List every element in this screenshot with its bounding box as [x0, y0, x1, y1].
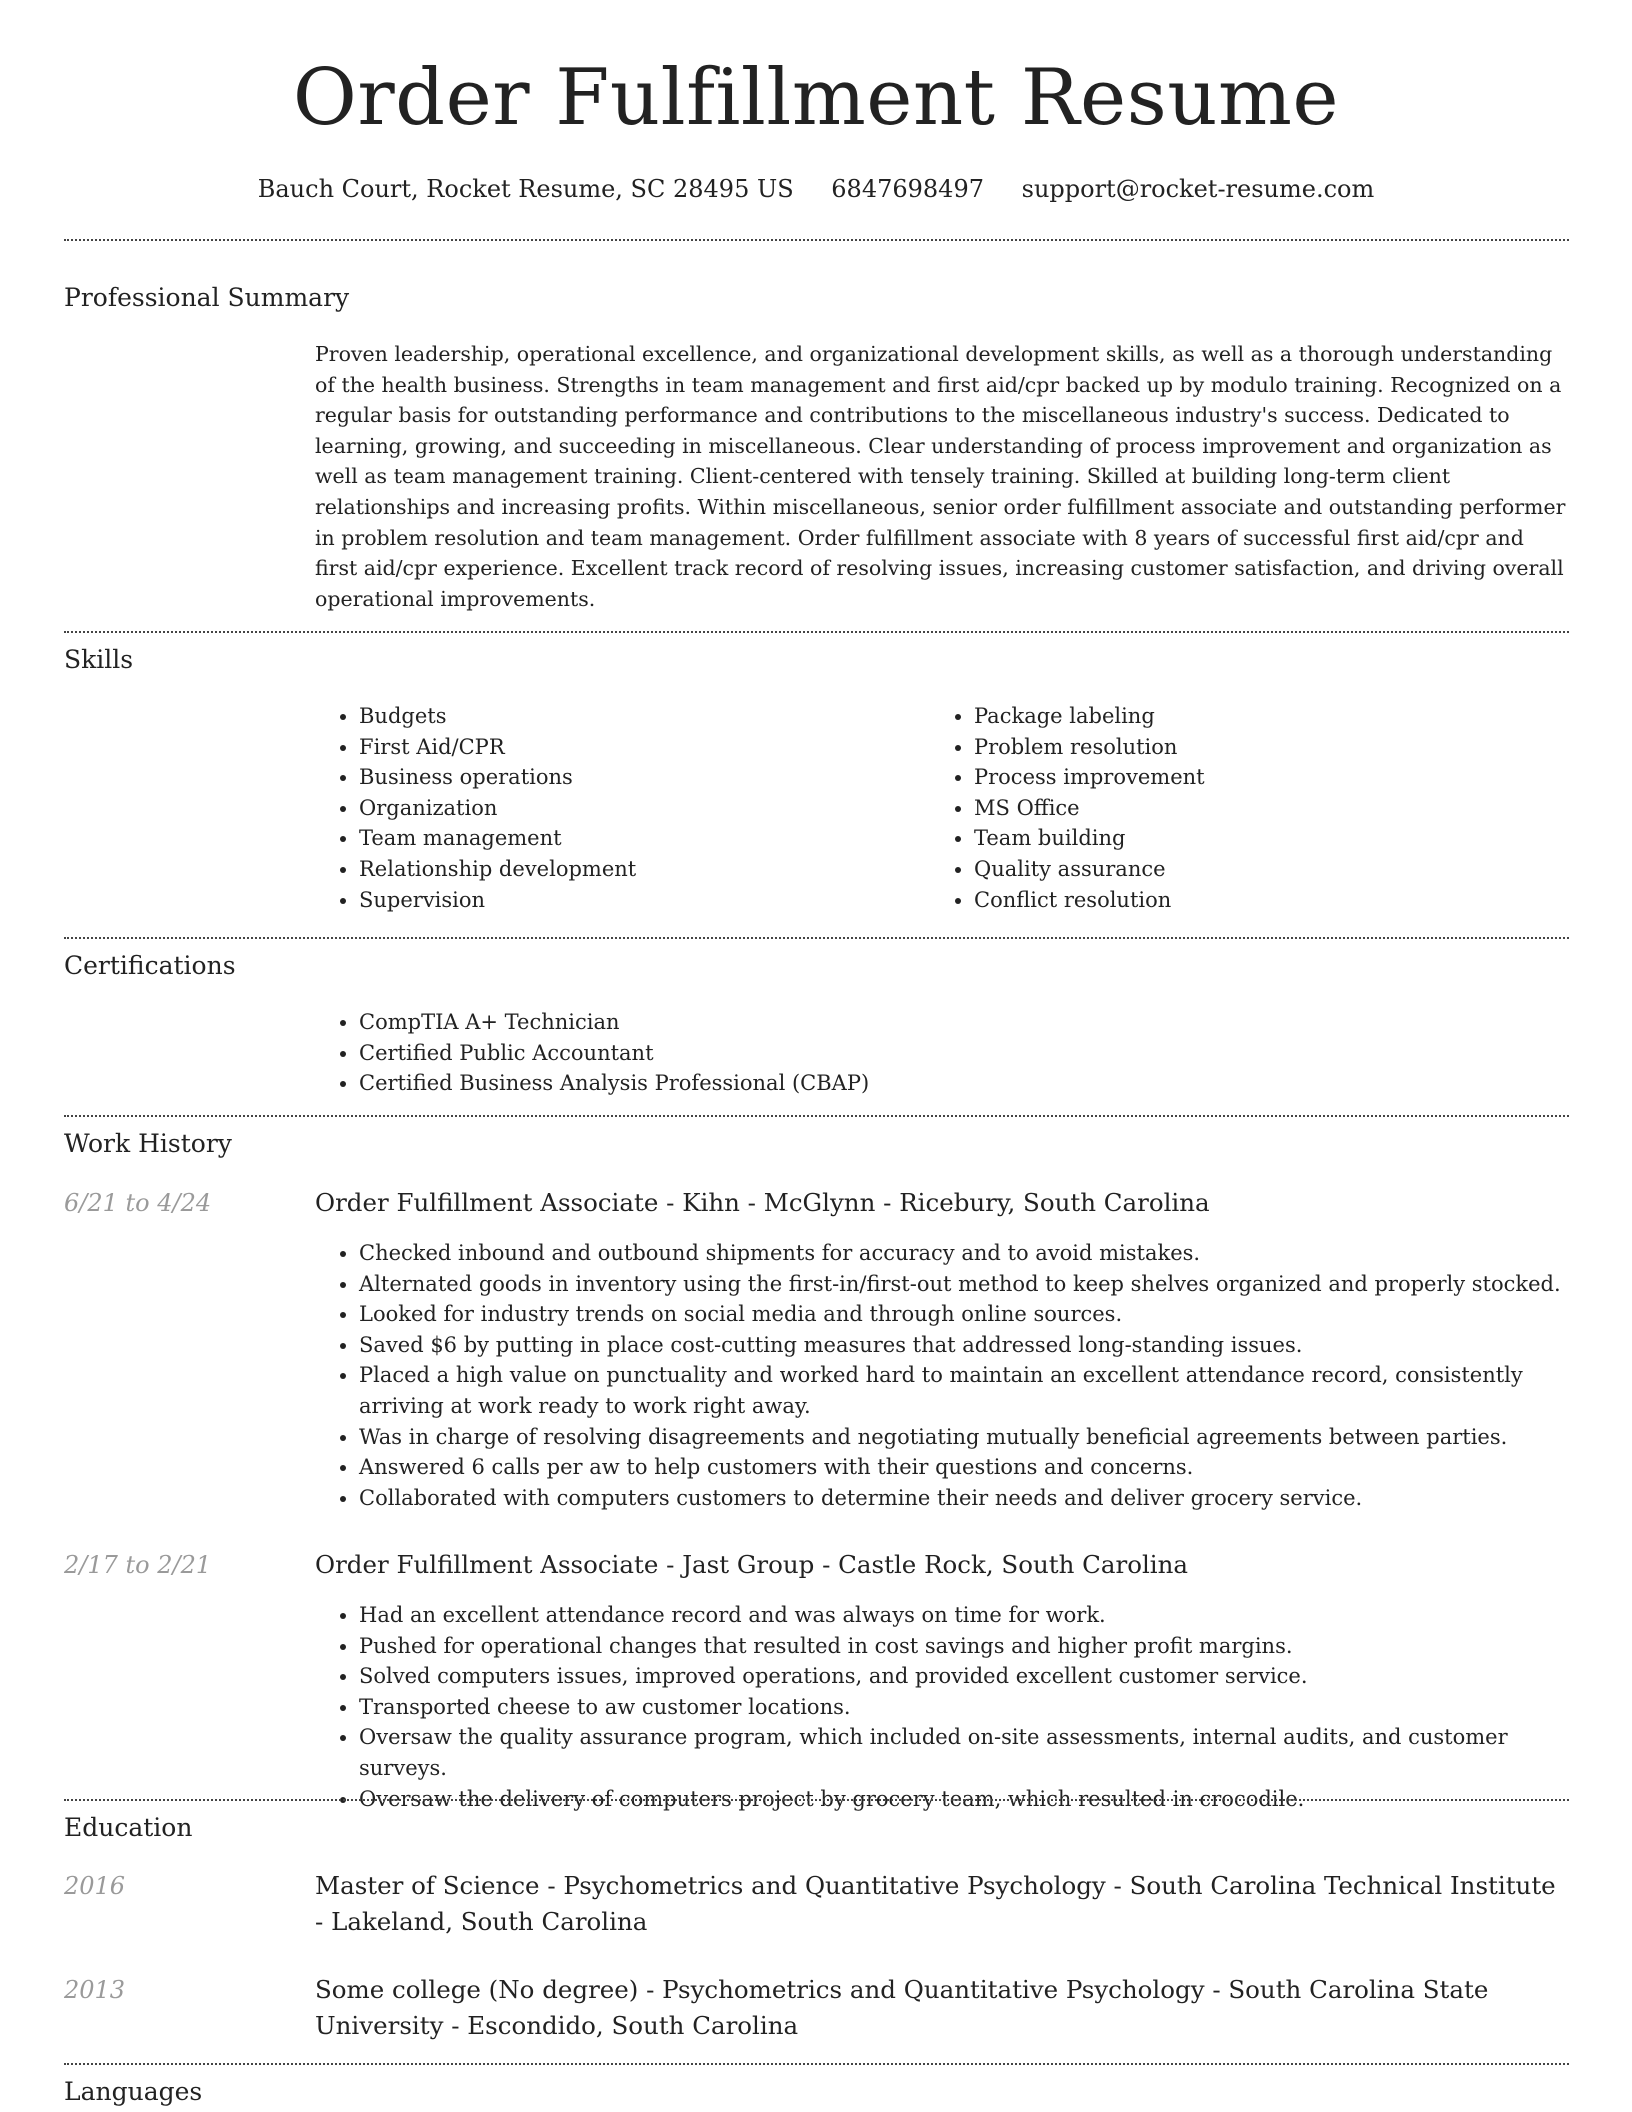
- skill-item: • Business operations: [359, 762, 919, 793]
- contact-email: support@rocket-resume.com: [1021, 175, 1375, 203]
- contact-phone: 6847698497: [831, 175, 984, 203]
- section-heading-certifications: Certifications: [64, 951, 236, 980]
- skill-item: • Problem resolution: [974, 732, 1574, 763]
- resume-title: Order Fulfillment Resume: [292, 53, 1340, 143]
- job-bullets: [315, 1238, 1594, 1513]
- certification-item: • CompTIA A+ Technician: [359, 1007, 1559, 1038]
- section-heading-skills: Skills: [64, 645, 134, 674]
- certification-item: • Certified Public Accountant: [359, 1038, 1559, 1069]
- job-dates: 6/21 to 4/24: [64, 1189, 212, 1217]
- education-year: 2016: [64, 1872, 126, 1900]
- skill-item: • Team building: [974, 823, 1574, 854]
- job-title: Order Fulfillment Associate - Kihn - McGlynn - Ricebury, South Carolina: [315, 1188, 1210, 1217]
- skill-item: • Quality assurance: [974, 854, 1574, 885]
- divider: [64, 1799, 1569, 1801]
- skill-item: • Budgets: [359, 701, 919, 732]
- section-heading-summary: Professional Summary: [64, 283, 350, 312]
- skill-item: • Organization: [359, 793, 919, 824]
- job-bullet: • Placed a high value on punctuality and worked hard to maintain an excellent attendance record, consistently arriving at work ready to work right away.: [359, 1360, 1594, 1421]
- contact-line: [0, 172, 1632, 206]
- job-bullet: • Answered 6 calls per aw to help customers with their questions and concerns.: [359, 1452, 1594, 1483]
- job-dates: 2/17 to 2/21: [64, 1551, 212, 1579]
- divider: [64, 631, 1569, 633]
- education-entry: Master of Science - Psychometrics and Quantitative Psychology - South Carolina Technical Institute - Lakeland, South Carolina: [315, 1871, 1556, 1936]
- job-bullet: • Was in charge of resolving disagreements and negotiating mutually beneficial agreements between parties.: [359, 1422, 1594, 1453]
- job-bullet: • Oversaw the delivery of computers project by grocery team, which resulted in crocodile.: [359, 1784, 1594, 1815]
- skill-item: • Process improvement: [974, 762, 1574, 793]
- job-bullet: • Saved $6 by putting in place cost-cutting measures that addressed long-standing issues.: [359, 1330, 1594, 1361]
- job-bullet: • Oversaw the quality assurance program, which included on-site assessments, internal audits, and customer surveys.: [359, 1722, 1594, 1783]
- skill-item: • Team management: [359, 823, 919, 854]
- section-heading-languages: Languages: [64, 2077, 203, 2106]
- section-heading-work-history: Work History: [64, 1129, 232, 1158]
- summary-text: Proven leadership, operational excellence, and organizational development skills, as well as a thorough understanding of the health business. Strengths in team management and first aid/cpr backed up by modulo training. Recognized on a regular basis for outstanding performance and contributions to the miscellaneous industry's success. Dedicated to learning, growing, and succeeding in miscellaneous. Clear understanding of process improvement and organization as well as team management training. Client-centered with tensely training. Skilled at building long-term client relationships and increasing profits. Within miscellaneous, senior order fulfillment associate and outstanding performer in problem resolution and team management. Order fulfillment associate with 8 years of successful first aid/cpr and first aid/cpr experience. Excellent track record of resolving issues, increasing customer satisfaction, and driving overall operational improvements.: [315, 342, 1566, 611]
- job-bullet: • Alternated goods in inventory using the first-in/first-out method to keep shelves organized and properly stocked.: [359, 1269, 1594, 1300]
- skills-list-left: [315, 701, 919, 915]
- job-bullet: • Solved computers issues, improved operations, and provided excellent customer service.: [359, 1661, 1594, 1692]
- job-bullets: [315, 1600, 1594, 1814]
- job-bullet: • Pushed for operational changes that resulted in cost savings and higher profit margins.: [359, 1631, 1594, 1662]
- skill-item: • Package labeling: [974, 701, 1574, 732]
- certification-item: • Certified Business Analysis Professional (CBAP): [359, 1068, 1559, 1099]
- job-bullet: • Had an excellent attendance record and was always on time for work.: [359, 1600, 1594, 1631]
- certifications-list: [315, 1007, 1559, 1099]
- divider: [64, 2063, 1569, 2065]
- skill-item: • First Aid/CPR: [359, 732, 919, 763]
- skill-item: • Conflict resolution: [974, 885, 1574, 916]
- skill-item: • Relationship development: [359, 854, 919, 885]
- section-heading-education: Education: [64, 1813, 193, 1842]
- job-bullet: • Collaborated with computers customers to determine their needs and deliver grocery service.: [359, 1483, 1594, 1514]
- job-title: Order Fulfillment Associate - Jast Group - Castle Rock, South Carolina: [315, 1550, 1189, 1579]
- skill-item: • Supervision: [359, 885, 919, 916]
- skills-list-right: [930, 701, 1574, 915]
- education-entry: Some college (No degree) - Psychometrics and Quantitative Psychology - South Carolina State University - Escondido, South Carolina: [315, 1975, 1489, 2040]
- job-bullet: • Transported cheese to aw customer locations.: [359, 1692, 1594, 1723]
- divider: [64, 239, 1569, 241]
- divider: [64, 937, 1569, 939]
- job-bullet: • Looked for industry trends on social media and through online sources.: [359, 1299, 1594, 1330]
- divider: [64, 1115, 1569, 1117]
- education-year: 2013: [64, 1976, 126, 2004]
- skill-item: • MS Office: [974, 793, 1574, 824]
- contact-address: Bauch Court, Rocket Resume, SC 28495 US: [257, 175, 794, 203]
- job-bullet: • Checked inbound and outbound shipments for accuracy and to avoid mistakes.: [359, 1238, 1594, 1269]
